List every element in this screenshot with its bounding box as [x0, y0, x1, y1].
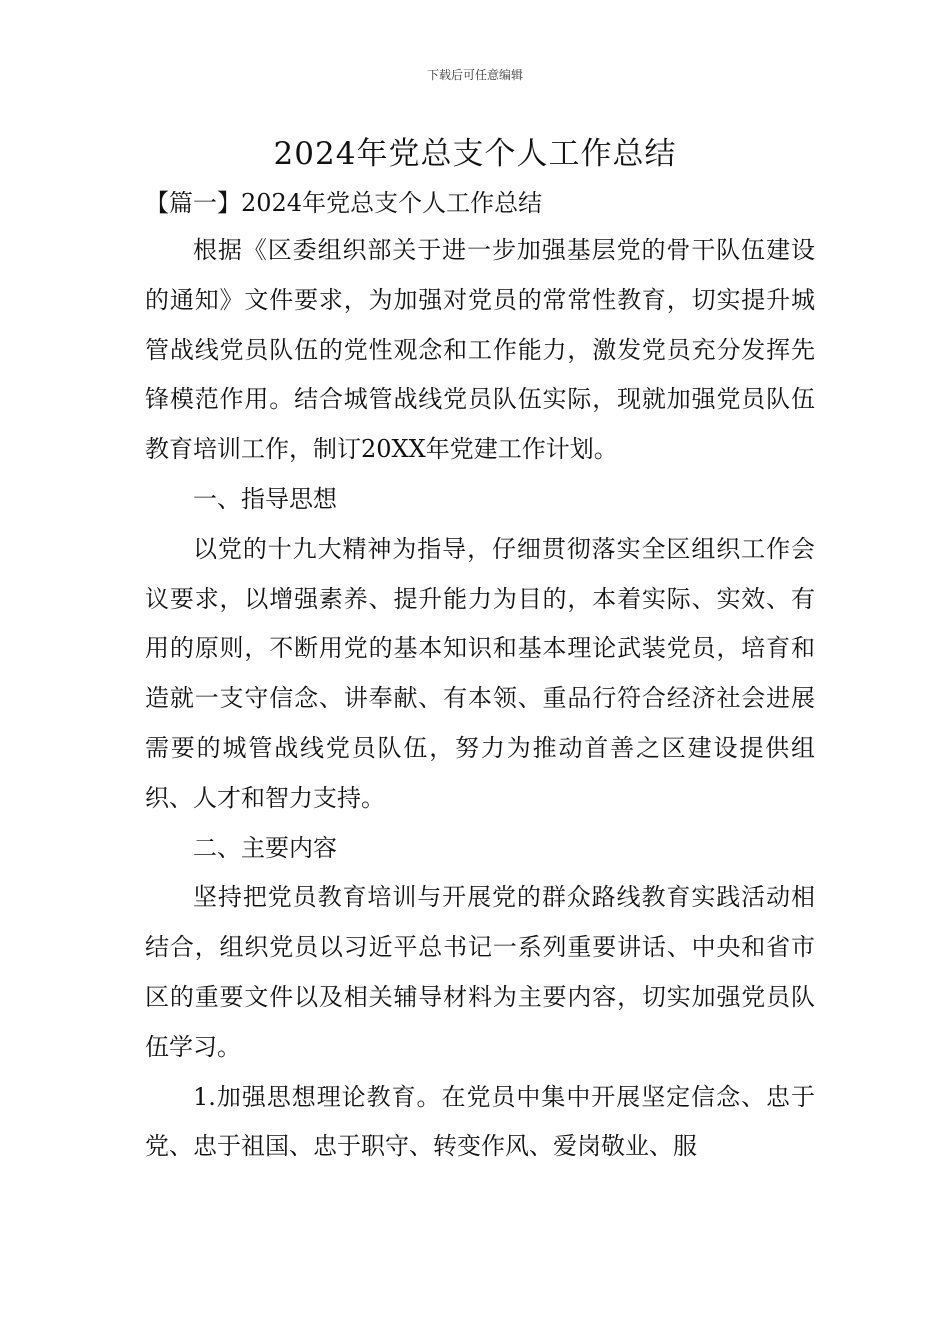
paragraph-item-1: 1.加强思想理论教育。在党员中集中开展坚定信念、忠于党、忠于祖国、忠于职守、转变作风、爱岗敬业、服	[145, 1082, 815, 1161]
section-heading: 【篇一】2024年党总支个人工作总结	[145, 189, 543, 217]
heading-main-content: 二、主要内容	[193, 833, 337, 862]
paragraph-main-content: 坚持把党员教育培训与开展党的群众路线教育实践活动相结合，组织党员以习近平总书记一系列重要讲话、中央和省市区的重要文件以及相关辅导材料为主要内容，切实加强党员队伍学习。	[145, 883, 815, 1061]
paragraph-intro: 根据《区委组织部关于进一步加强基层党的骨干队伍建设的通知》文件要求，为加强对党员的常常性教育，切实提升城管战线党员队伍的党性观念和工作能力，激发党员充分发挥先锋模范作用。结合城管战线党员队伍实际，现就加强党员队伍教育培训工作，制订20XX年党建工作计划。	[145, 236, 815, 464]
document-body	[145, 226, 815, 1172]
header-note: 下载后可任意编辑	[426, 68, 523, 82]
document-title: 2024年党总支个人工作总结	[273, 136, 677, 172]
paragraph-guiding-ideology: 以党的十九大精神为指导，仔细贯彻落实全区组织工作会议要求，以增强素养、提升能力为目的，本着实际、实效、有用的原则，不断用党的基本知识和基本理论武装党员，培育和造就一支守信念、讲奉献、有本领、重品行符合经济社会进展需要的城管战线党员队伍，努力为推动首善之区建设提供组织、人才和智力支持。	[145, 534, 815, 812]
heading-guiding-ideology: 一、指导思想	[193, 484, 337, 513]
